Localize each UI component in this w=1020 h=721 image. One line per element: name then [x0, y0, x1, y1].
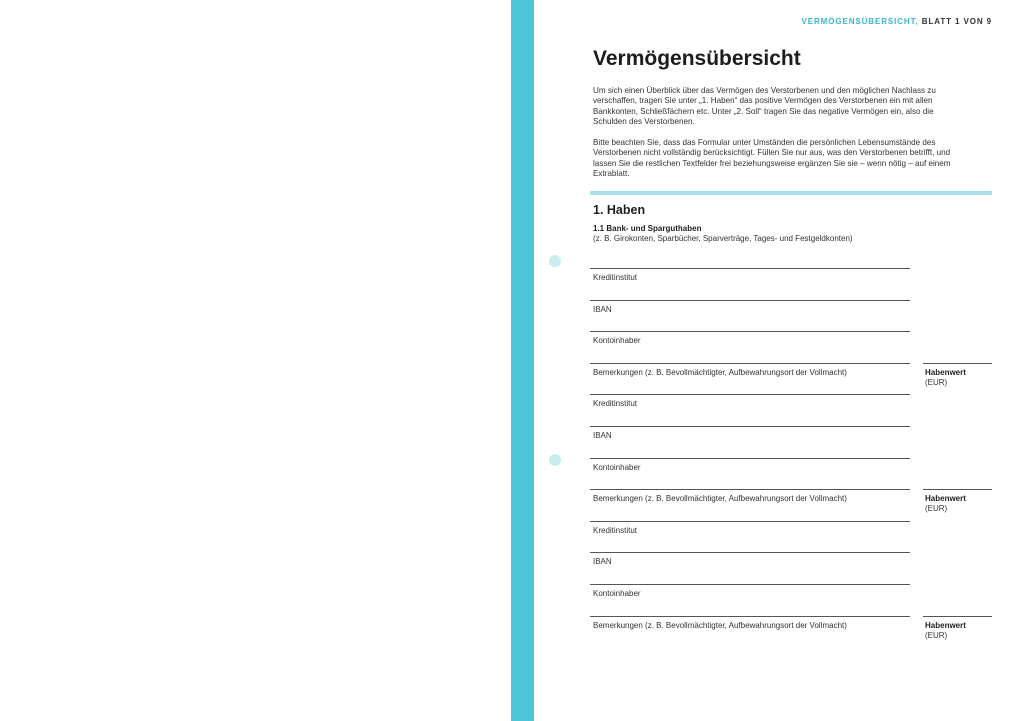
binder-stripe: [511, 0, 534, 721]
page-header: [802, 17, 992, 26]
header-section: VERMÖGENSÜBERSICHT,: [801, 17, 919, 26]
kontoinhaber-label: Kontoinhaber: [593, 463, 641, 472]
bemerkungen-label: Bemerkungen (z. B. Bevollmächtigter, Aufbewahrungsort der Vollmacht): [593, 621, 847, 630]
subsection-note: (z. B. Girokonten, Sparbücher, Sparverträge, Tages- und Festgeldkonten): [593, 234, 853, 243]
bemerkungen-label: Bemerkungen (z. B. Bevollmächtigter, Aufbewahrungsort der Vollmacht): [593, 494, 847, 503]
kreditinstitut-label: Kreditinstitut: [593, 526, 638, 535]
intro-paragraph-1: Um sich einen Überblick über das Vermögen des Verstorbenen und den möglichen Nachlass zu verschaffen, tragen Sie unter „1. Haben“ das positive Vermögen des Verstorbenen ein mit allen Bankkonten, Schließfächern etc. Unter „2. Soll“ tragen Sie das negative Vermögen ein, also die Schulden des Verstorbenen.: [593, 86, 936, 127]
section-title: 1. Haben: [593, 203, 646, 217]
kreditinstitut-label: Kreditinstitut: [593, 273, 638, 282]
kreditinstitut-field-2[interactable]: [590, 394, 910, 395]
kontoinhaber-label: Kontoinhaber: [593, 336, 641, 345]
punch-hole: [549, 454, 561, 466]
kontoinhaber-field-3[interactable]: [590, 584, 910, 585]
iban-label: IBAN: [593, 431, 612, 440]
section-divider: [590, 191, 992, 195]
bemerkungen-field-1[interactable]: [590, 363, 910, 364]
habenwert-field-3[interactable]: [923, 616, 992, 617]
page-title: Vermögensübersicht: [593, 47, 801, 70]
kontoinhaber-field-1[interactable]: [590, 331, 910, 332]
iban-label: IBAN: [593, 557, 612, 566]
kreditinstitut-label: Kreditinstitut: [593, 399, 638, 408]
habenwert-label: Habenwert: [925, 494, 966, 503]
habenwert-field-1[interactable]: [923, 363, 992, 364]
iban-field-1[interactable]: [590, 300, 910, 301]
kontoinhaber-label: Kontoinhaber: [593, 589, 641, 598]
punch-hole: [549, 255, 561, 267]
bemerkungen-field-3[interactable]: [590, 616, 910, 617]
habenwert-label: Habenwert: [925, 621, 966, 630]
habenwert-unit: (EUR): [925, 378, 948, 387]
kontoinhaber-field-2[interactable]: [590, 458, 910, 459]
iban-label: IBAN: [593, 305, 612, 314]
habenwert-label: Habenwert: [925, 368, 966, 377]
habenwert-field-2[interactable]: [923, 489, 992, 490]
habenwert-unit: (EUR): [925, 631, 948, 640]
header-sheet: BLATT 1 VON 9: [921, 17, 992, 26]
kreditinstitut-field-3[interactable]: [590, 521, 910, 522]
intro-paragraph-2: Bitte beachten Sie, dass das Formular unter Umständen die persönlichen Lebensumstände des Verstorbenen nicht vollständig berücksichtigt. Füllen Sie nur aus, was den Verstorbenen betrifft, und lassen Sie die restlichen Textfelder frei beziehungsweise ergänzen Sie sie – wenn nötig – auf einem Extrablatt.: [593, 138, 951, 179]
habenwert-unit: (EUR): [925, 504, 948, 513]
subsection-title: 1.1 Bank- und Sparguthaben: [593, 224, 702, 233]
iban-field-2[interactable]: [590, 426, 910, 427]
iban-field-3[interactable]: [590, 552, 910, 553]
kreditinstitut-field-1[interactable]: [590, 268, 910, 269]
bemerkungen-label: Bemerkungen (z. B. Bevollmächtigter, Aufbewahrungsort der Vollmacht): [593, 368, 847, 377]
bemerkungen-field-2[interactable]: [590, 489, 910, 490]
